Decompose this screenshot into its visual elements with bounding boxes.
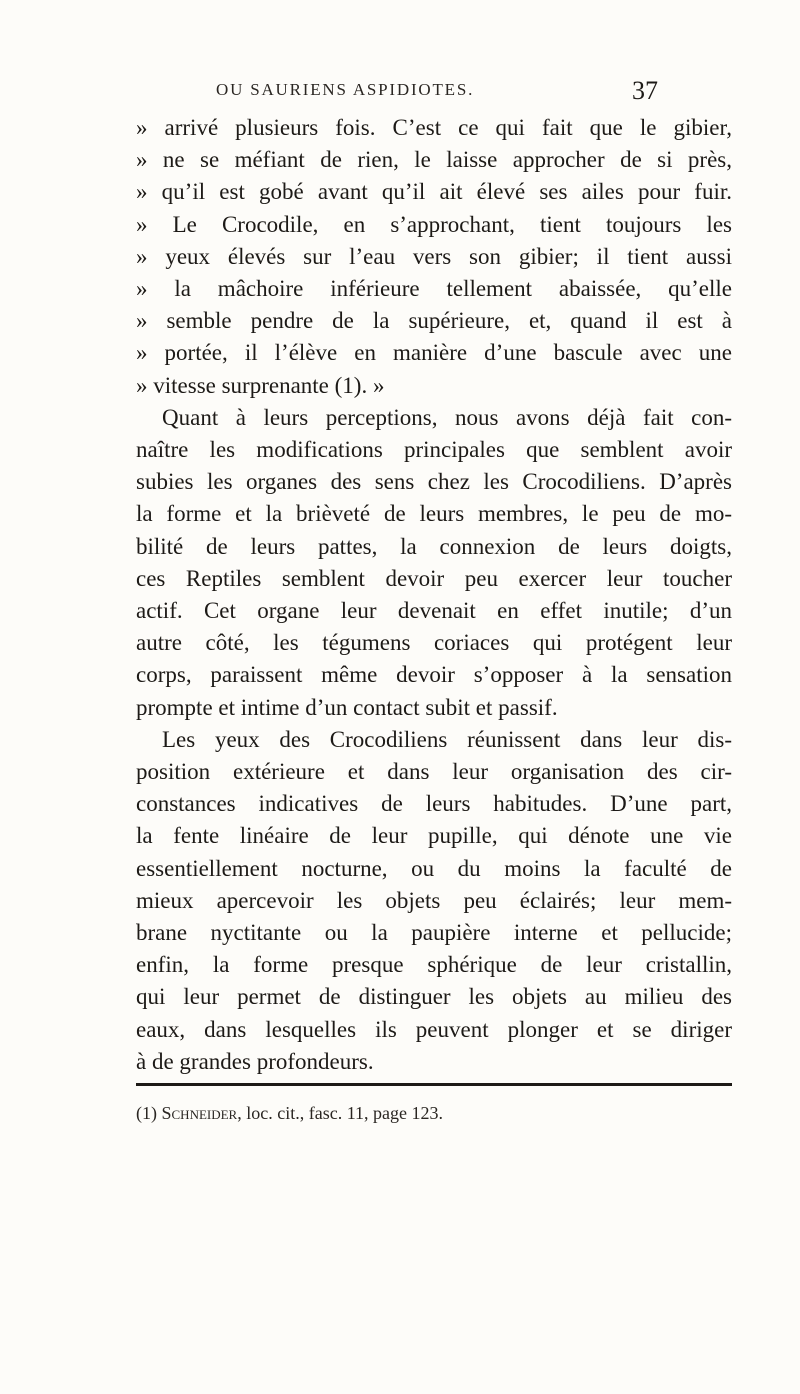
text-line: eaux, dans lesquelles ils peuvent plonger et se diriger bbox=[136, 1016, 732, 1042]
text-line: » vitesse surprenante (1). » bbox=[136, 372, 385, 398]
text-line: subies les organes des sens chez les Crocodiliens. D’après bbox=[136, 469, 732, 495]
text-line: brane nyctitante ou la paupière interne et pellucide; bbox=[136, 920, 732, 946]
text-line: » ne se méfiant de rien, le laisse approcher de si près, bbox=[136, 147, 732, 173]
text-line: actif. Cet organe leur devenait en effet inutile; d’un bbox=[136, 598, 732, 624]
text-line: naître les modifications principales que semblent avoir bbox=[136, 437, 732, 463]
footnote-marker: (1) bbox=[136, 1103, 157, 1123]
page-number: 37 bbox=[632, 76, 658, 105]
text-line: corps, paraissent même devoir s’opposer à la sensation bbox=[136, 662, 732, 688]
text-line: » yeux élevés sur l’eau vers son gibier; il tient aussi bbox=[136, 243, 732, 269]
text-line: enfin, la forme presque sphérique de leur cristallin, bbox=[136, 952, 732, 978]
footnote bbox=[136, 1103, 443, 1124]
footnote-reference: , loc. cit., fasc. 11, page 123. bbox=[237, 1103, 444, 1123]
text-line: essentiellement nocturne, ou du moins la faculté de bbox=[136, 855, 732, 881]
text-line: autre côté, les tégumens coriaces qui protégent leur bbox=[136, 630, 732, 656]
text-line: constances indicatives de leurs habitudes. D’une part, bbox=[136, 791, 732, 817]
paragraph-start-line: Quant à leurs perceptions, nous avons déjà fait con- bbox=[162, 404, 732, 430]
paragraph-start-line: Les yeux des Crocodiliens réunissent dans leur dis- bbox=[162, 726, 732, 752]
text-line: » la mâchoire inférieure tellement abaissée, qu’elle bbox=[136, 276, 732, 302]
footnote-rule bbox=[136, 1083, 732, 1086]
text-line: » semble pendre de la supérieure, et, quand il est à bbox=[136, 308, 732, 334]
text-line: » Le Crocodile, en s’approchant, tient toujours les bbox=[136, 211, 732, 237]
text-line: mieux apercevoir les objets peu éclairés; leur mem- bbox=[136, 887, 732, 913]
text-line: ces Reptiles semblent devoir peu exercer leur toucher bbox=[136, 565, 732, 591]
running-head: OU SAURIENS ASPIDIOTES. bbox=[216, 80, 475, 99]
text-line: la forme et la brièveté de leurs membres, le peu de mo- bbox=[136, 501, 732, 527]
text-line: prompte et intime d’un contact subit et passif. bbox=[136, 694, 558, 720]
text-line: » portée, il l’élève en manière d’une bascule avec une bbox=[136, 340, 732, 366]
text-line: à de grandes profondeurs. bbox=[136, 1048, 374, 1074]
text-line: » qu’il est gobé avant qu’il ait élevé ses ailes pour fuir. bbox=[136, 179, 732, 205]
text-line: la fente linéaire de leur pupille, qui dénote une vie bbox=[136, 823, 732, 849]
footnote-author: Schneider bbox=[161, 1103, 238, 1123]
body-text bbox=[136, 112, 732, 1078]
text-line: qui leur permet de distinguer les objets au milieu des bbox=[136, 984, 732, 1010]
text-line: bilité de leurs pattes, la connexion de leurs doigts, bbox=[136, 533, 732, 559]
text-line: position extérieure et dans leur organisation des cir- bbox=[136, 759, 732, 785]
text-line: » arrivé plusieurs fois. C’est ce qui fait que le gibier, bbox=[136, 115, 732, 140]
